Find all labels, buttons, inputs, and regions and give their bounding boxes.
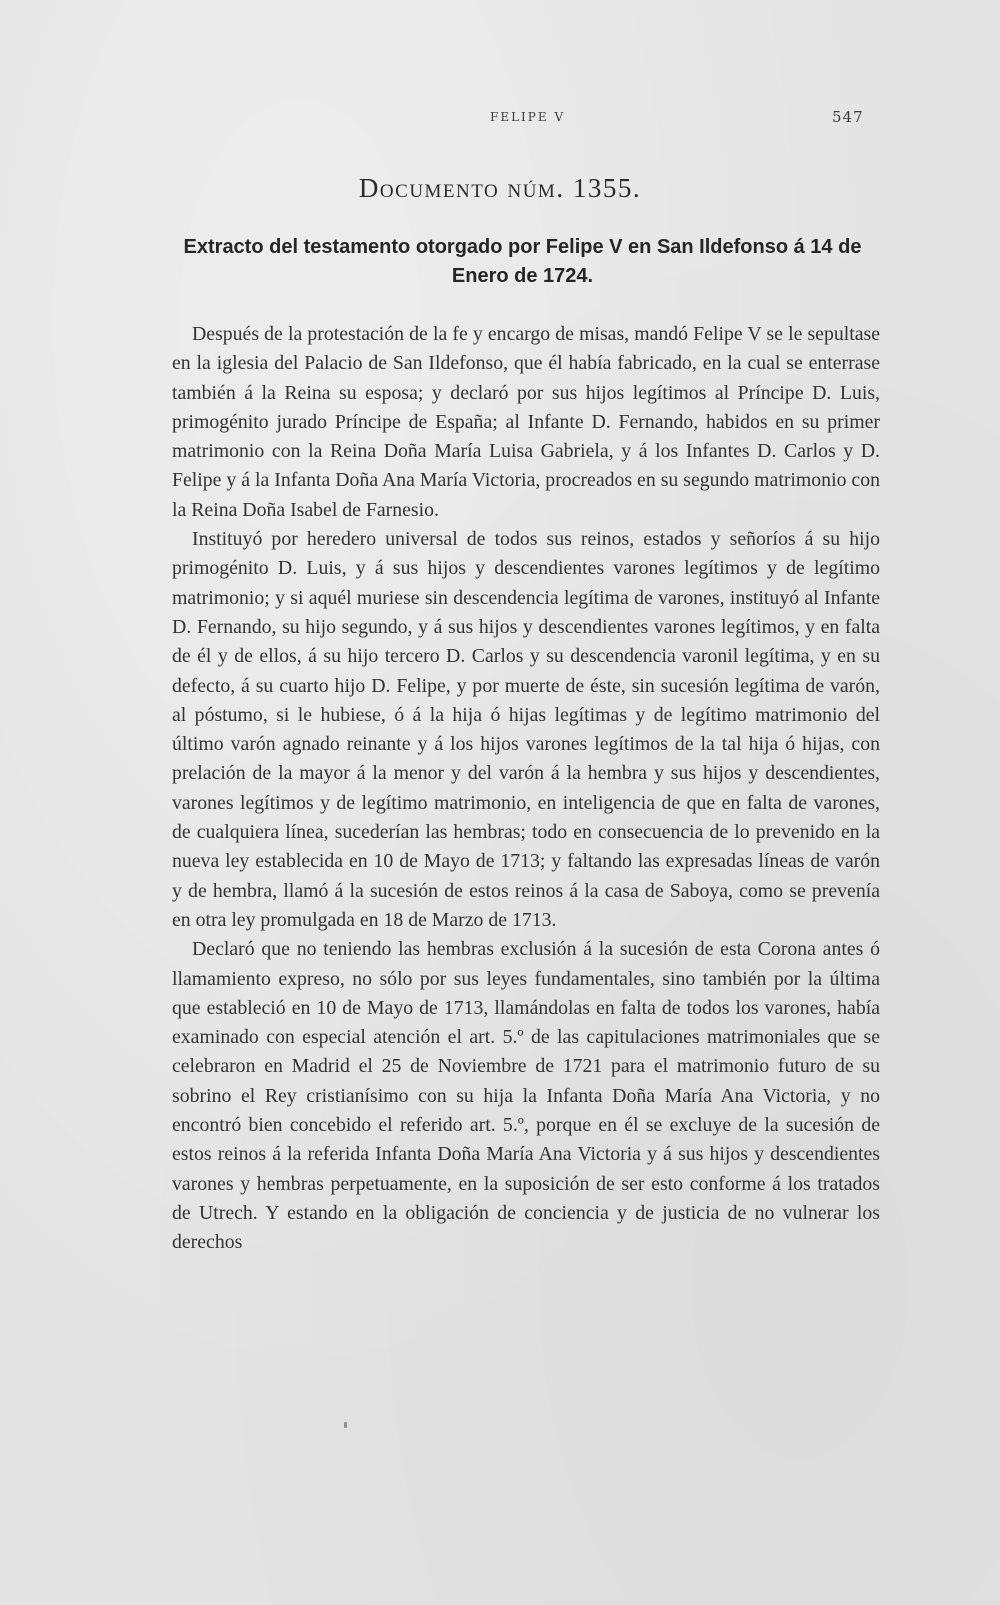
page-number: 547: [832, 108, 864, 126]
document-number: Documento núm. 1355.: [358, 173, 642, 203]
paragraph: Después de la protestación de la fe y encargo de misas, mandó Felipe V se le sepultase en la iglesia del Palacio de San Ildefonso, que él había fabricado, en la cual se enterrase también á la Reina su esposa; y declaró por sus hijos legítimos al Príncipe D. Luis, primogénito jurado Príncipe de España; al Infante D. Fernando, habidos en su primer matrimonio con la Reina Doña María Luisa Gabriela, y á los Infantes D. Carlos y D. Felipe y á la Infanta Doña Ana María Victoria, procreados en su segundo matrimonio con la Reina Doña Isabel de Farnesio.: [172, 323, 880, 521]
paragraph: Instituyó por heredero universal de todos sus reinos, estados y señoríos á su hijo primogénito D. Luis, y á sus hijos y descendientes varones legítimos y de legítimo matrimonio; y si aquél muriese sin descendencia legítima de varones, instituyó al Infante D. Fernando, su hijo segundo, y á sus hijos y descendientes varones legítimos, y en falta de él y de ellos, á su hijo tercero D. Carlos y su descendencia varonil legítima, y en su defecto, á su cuarto hijo D. Felipe, y por muerte de éste, sin sucesión legítima de varón, al póstumo, si le hubiese, ó á la hija ó hijas legítimas y de legítimo matrimonio del último varón agnado reinante y á los hijos varones legítimos de la tal hija ó hijas, con prelación de la mayor á la menor y del varón á la hembra y sus hijos y descendientes, varones legítimos y de legítimo matrimonio, en inteligencia de que en falta de varones, de cualquiera línea, sucederían las hembras; todo en consecuencia de lo prevenido en la nueva ley establecida en 10 de Mayo de 1713; y faltando las expresadas líneas de varón y de hembra, llamó á la sucesión de estos reinos á la casa de Saboya, como se prevenía en otra ley promulgada en 18 de Marzo de 1713.: [172, 528, 880, 931]
document-heading: Extracto del testamento otorgado por Felipe V en San Ildefonso á 14 de Enero de 1724.: [183, 236, 862, 287]
paragraph: Declaró que no teniendo las hembras exclusión á la sucesión de esta Corona antes ó llamamiento expreso, no sólo por sus leyes fundamentales, sino también por la última que estableció en 10 de Mayo de 1713, llamándolas en falta de todos los varones, había examinado con especial atención el art. 5.º de las capitulaciones matrimoniales que se celebraron en Madrid el 25 de Noviembre de 1721 para el matrimonio futuro de su sobrino el Rey cristianísimo con su hija la Infanta Doña María Ana Victoria, y no encontró bien concebido el referido art. 5.º, porque en él se excluye de la sucesión de estos reinos á la referida Infanta Doña María Ana Victoria y á sus hijos y descendientes varones y hembras perpetuamente, en la suposición de ser esto conforme á los tratados de Utrech. Y estando en la obligación de conciencia y de justicia de no vulnerar los derechos: [172, 938, 880, 1254]
document-body: [172, 320, 880, 1258]
ink-speck: [344, 1422, 347, 1428]
running-head-title: FELIPE V: [490, 110, 566, 124]
running-head: [0, 110, 1000, 134]
